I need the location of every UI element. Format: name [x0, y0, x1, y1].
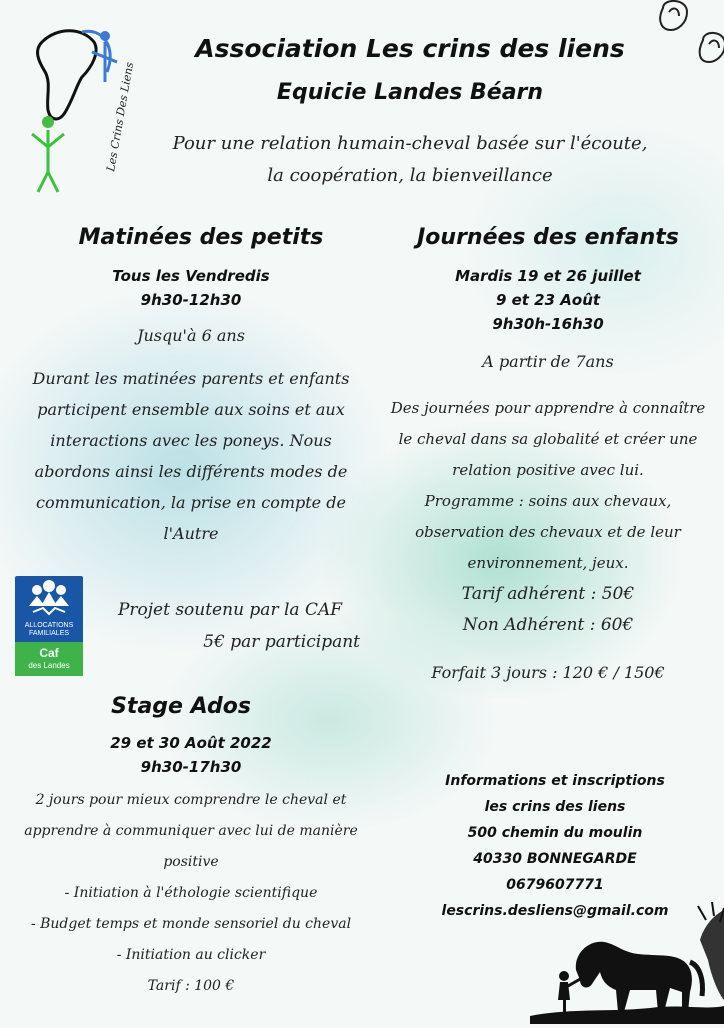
journees-forfait: Forfait 3 jours : 120 € / 150€ — [431, 663, 665, 682]
matinees-hours: 9h30-12h30 — [140, 291, 242, 309]
contact-street: 500 chemin du moulin — [467, 825, 643, 841]
stage-desc-line: 2 jours pour mieux comprendre le cheval et — [35, 792, 347, 808]
stage-desc-line: positive — [163, 854, 219, 870]
association-logo — [22, 22, 137, 202]
stage-hours: 9h30-17h30 — [140, 758, 242, 776]
caf-support — [100, 594, 360, 658]
contact-city: 40330 BONNEGARDE — [473, 851, 637, 867]
tarif-non-adherent: Non Adhérent : 60€ — [462, 615, 634, 635]
caf-logo-region: des Landes — [28, 661, 70, 670]
matinees-desc-line: communication, la prise en compte de — [36, 493, 346, 512]
matinees-day: Tous les Vendredis — [112, 267, 270, 285]
journees-age: A partir de 7ans — [482, 352, 614, 371]
stage-desc-line: apprendre à communiquer avec lui de manière — [24, 823, 358, 839]
horse-logo-icon — [22, 22, 137, 202]
caf-price: 5€ par participant — [203, 632, 360, 652]
section-matinees — [0, 225, 382, 549]
family-icon — [15, 576, 83, 622]
logo-text: Les Crins Des Liens — [104, 61, 137, 173]
journees-desc-line: observation des chevaux et de leur — [415, 523, 681, 541]
caf-logo-line: FAMILIALES — [28, 630, 70, 637]
page-title: Association Les crins des liens — [195, 34, 625, 63]
stage-item: - Budget temps et monde sensoriel du cheval — [30, 916, 352, 932]
matinees-desc-line: l'Autre — [163, 524, 219, 543]
journees-desc-line: Des journées pour apprendre à connaître — [390, 399, 706, 417]
journees-description — [372, 393, 724, 579]
caf-logo-name: Caf — [39, 646, 59, 660]
tarif-adherent: Tarif adhérent : 50€ — [461, 584, 635, 604]
section-stage — [0, 694, 382, 1002]
stage-dates — [0, 731, 382, 779]
matinees-desc-line: abordons ainsi les différents modes de — [34, 462, 348, 481]
journees-hours: 9h30h-16h30 — [492, 315, 604, 333]
journees-date: Mardis 19 et 26 juillet — [455, 267, 641, 285]
stage-item: - Initiation au clicker — [116, 947, 266, 963]
journees-dates — [372, 264, 724, 336]
section-journees — [372, 225, 724, 682]
stage-heading: Stage Ados — [111, 694, 251, 719]
stage-tarif: Tarif : 100 € — [147, 978, 235, 994]
horse-child-silhouette-icon — [530, 900, 724, 1024]
stage-description — [0, 785, 382, 1002]
journees-desc-line: environnement, jeux. — [467, 554, 629, 572]
contact-heading: Informations et inscriptions — [445, 773, 665, 789]
tagline-line: la coopération, la bienveillance — [267, 165, 553, 186]
page-subtitle: Equicie Landes Béarn — [276, 80, 544, 105]
tagline-line: Pour une relation humain-cheval basée sur l'écoute, — [172, 133, 648, 154]
journees-desc-line: relation positive avec lui. — [452, 461, 644, 479]
caf-support-text: Projet soutenu par la CAF — [117, 600, 343, 620]
caf-logo-line: ALLOCATIONS — [24, 622, 74, 629]
matinees-desc-line: Durant les matinées parents et enfants — [32, 369, 350, 388]
caf-logo — [15, 576, 83, 676]
matinees-desc-line: interactions avec les poneys. Nous — [50, 431, 332, 450]
journees-desc-line: Programme : soins aux chevaux, — [424, 492, 672, 510]
horse-silhouette — [530, 900, 724, 1024]
matinees-schedule — [0, 264, 382, 312]
matinees-heading: Matinées des petits — [78, 225, 324, 250]
contact-phone[interactable]: 0679607771 — [506, 877, 604, 893]
stage-date: 29 et 30 Août 2022 — [110, 734, 272, 752]
journees-desc-line: le cheval dans sa globalité et créer une — [398, 430, 698, 448]
caf-logo-band — [15, 642, 83, 676]
tagline — [140, 128, 680, 192]
matinees-desc-line: participent ensemble aux soins et aux — [37, 400, 345, 419]
journees-heading: Journées des enfants — [417, 225, 679, 250]
stage-item: - Initiation à l'éthologie scientifique — [64, 885, 318, 901]
contact-org: les crins des liens — [484, 799, 626, 815]
journees-tarifs — [372, 579, 724, 641]
contact-email[interactable]: lescrins.desliens@gmail.com — [441, 903, 669, 919]
matinees-description — [0, 363, 382, 549]
journees-date: 9 et 23 Août — [495, 291, 601, 309]
matinees-age: Jusqu'à 6 ans — [137, 326, 245, 345]
